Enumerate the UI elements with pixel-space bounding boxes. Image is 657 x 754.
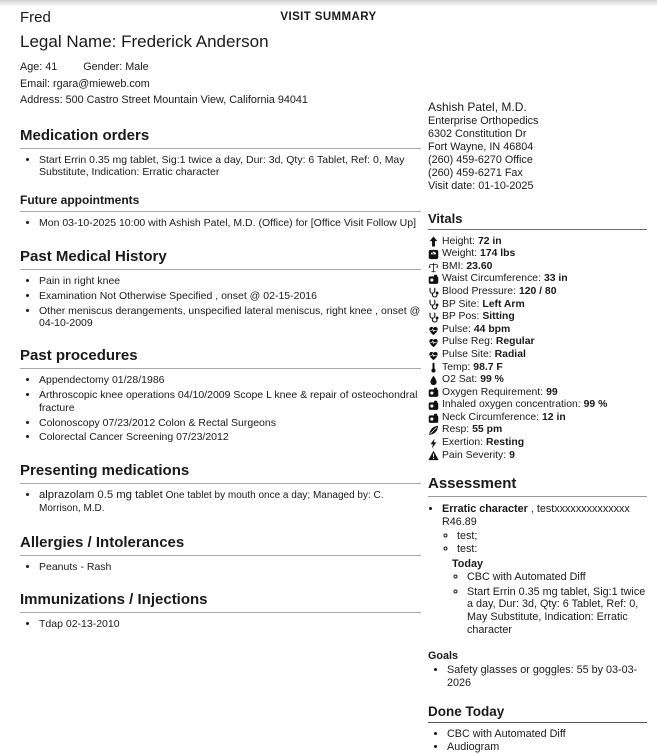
future-appointments-list (20, 217, 421, 229)
stethoscope-icon (428, 287, 439, 298)
heart-icon (428, 325, 439, 336)
vital-row (428, 336, 647, 349)
section-title-presenting-medications: Presenting medications (20, 462, 421, 484)
scale-icon (428, 249, 439, 260)
past-medical-history-list (20, 275, 421, 330)
vital-value: 98.7 F (473, 361, 503, 373)
section-title-goals: Goals (428, 650, 459, 663)
tape-measure-icon (428, 400, 439, 411)
past-procedures-list (20, 374, 421, 444)
section-past-medical-history (20, 248, 421, 330)
lungs-icon (428, 425, 439, 436)
patient-address: Address: 500 Castro Street Mountain View, California 94041 (20, 94, 308, 106)
vital-row (428, 362, 647, 375)
section-title-medication-orders: Medication orders (20, 127, 421, 149)
section-title-assessment: Assessment (428, 475, 647, 497)
vital-label: Pain Severity: (442, 449, 507, 461)
list-item: • Pain in right knee (39, 275, 421, 287)
tape-measure-icon (428, 413, 439, 424)
vital-value: 23.60 (466, 260, 493, 272)
vital-row (428, 248, 647, 261)
vital-value: Radial (494, 348, 526, 360)
done-today-item: • CBC with Automated Diff (447, 728, 647, 741)
patient-age-gender (20, 59, 421, 76)
list-item: • Examination Not Otherwise Specified , onset @ 02-15-2016 (39, 290, 421, 302)
vital-label: Waist Circumference: (442, 273, 541, 285)
vital-label: BP Site: (442, 298, 480, 310)
medication-item (39, 489, 421, 516)
section-done-today (428, 704, 647, 754)
droplet-icon (428, 375, 439, 386)
vital-label: Height: (442, 235, 475, 247)
list-item: • Colorectal Cancer Screening 07/23/2012 (39, 431, 421, 443)
vital-label: Pulse Reg: (442, 336, 493, 348)
heart-icon (428, 337, 439, 348)
section-title-future-appointments: Future appointments (20, 193, 421, 212)
right-column (428, 0, 647, 754)
arrow-up-icon (428, 236, 439, 247)
immunizations-list (20, 618, 421, 630)
section-goals (428, 650, 647, 689)
patient-header (20, 9, 421, 109)
section-title-immunizations: Immunizations / Injections (20, 591, 421, 613)
vital-row (428, 387, 647, 400)
assessment-sub-list (442, 530, 647, 555)
patient-legal-name: Legal Name: Frederick Anderson (20, 32, 269, 51)
vital-value: Sitting (482, 311, 515, 323)
vital-label: O2 Sat: (442, 374, 478, 386)
warning-icon (428, 450, 439, 461)
vital-row (428, 286, 647, 299)
allergies-list (20, 561, 421, 573)
stethoscope-icon (428, 299, 439, 310)
vital-row (428, 311, 647, 324)
today-item: ◦ Start Errin 0.35 mg tablet, Sig:1 twice a day, Dur: 3d, Qty: 6 Tablet, Ref: 0, May Substitute, Indication: Erratic character (467, 586, 647, 636)
vital-value: Resting (486, 437, 525, 449)
visit-date: Visit date: 01-10-2025 (428, 180, 534, 193)
provider-phone-office: (260) 459-6270 Office (428, 154, 533, 167)
section-title-done-today: Done Today (428, 704, 647, 723)
section-medication-orders (20, 127, 421, 179)
list-item: • Start Errin 0.35 mg tablet, Sig:1 twice a day, Dur: 3d, Qty: 6 Tablet, Ref: 0, May Substitute, Indication: Erratic character (39, 154, 421, 179)
vital-row (428, 399, 647, 412)
vital-row (428, 412, 647, 425)
vital-value: 55 pm (472, 424, 503, 436)
list-item: • Appendectomy 01/28/1986 (39, 374, 421, 386)
vital-row (428, 236, 647, 249)
assessment-sub-item: ◦ test; (457, 530, 647, 543)
vital-label: Oxygen Requirement: (442, 386, 544, 398)
medication-orders-list (20, 154, 421, 179)
today-list (452, 571, 647, 636)
done-today-item: • Audiogram (447, 741, 647, 754)
vital-value: 9 (509, 449, 515, 461)
patient-first-name: Fred (20, 9, 51, 26)
heart-icon (428, 350, 439, 361)
page-title: VISIT SUMMARY (280, 11, 377, 23)
patient-gender: Gender: Male (83, 61, 149, 73)
presenting-medications-list (20, 489, 421, 516)
vital-label: Resp: (442, 424, 470, 436)
vital-label: Inhaled oxygen concentration: (442, 399, 581, 411)
vital-label: Blood Pressure: (442, 285, 516, 297)
list-item: • Other meniscus derangements, unspecified lateral meniscus, right knee , onset @ 04-10-2009 (39, 305, 421, 330)
section-title-allergies: Allergies / Intolerances (20, 534, 421, 556)
section-immunizations (20, 591, 421, 630)
vital-row (428, 299, 647, 312)
assessment-item (442, 503, 647, 636)
provider-phone-fax: (260) 459-6271 Fax (428, 167, 523, 180)
section-assessment (428, 475, 647, 636)
provider-block (428, 99, 647, 194)
vital-row (428, 324, 647, 337)
vital-label: Pulse Site: (442, 348, 492, 360)
section-title-past-medical-history: Past Medical History (20, 248, 421, 270)
assessment-list (428, 503, 647, 636)
vital-row (428, 424, 647, 437)
diagnosis-name: Erratic character (442, 503, 528, 516)
provider-practice: Enterprise Orthopedics (428, 115, 539, 127)
list-item: • Tdap 02-13-2010 (39, 618, 421, 630)
today-item: ◦ CBC with Automated Diff (467, 571, 647, 584)
vital-value: 12 in (542, 411, 566, 423)
vital-value: 99 (546, 386, 558, 398)
section-title-past-procedures: Past procedures (20, 347, 421, 369)
list-item: • Peanuts - Rash (39, 561, 421, 573)
vital-row (428, 437, 647, 450)
vital-row (428, 450, 647, 463)
section-presenting-medications (20, 462, 421, 516)
left-column (20, 0, 421, 633)
stethoscope-icon (428, 312, 439, 323)
patient-age: Age: 41 (20, 61, 58, 73)
tape-measure-icon (428, 274, 439, 285)
patient-email: Email: rgara@mieweb.com (20, 77, 150, 90)
vital-value: Left Arm (482, 298, 525, 310)
list-item: • Colonoscopy 07/23/2012 Colon & Rectal Surgeons (39, 417, 421, 429)
goal-item: • Safety glasses or goggles: 55 by 03-03-2026 (447, 664, 647, 689)
vital-value: Regular (495, 336, 535, 348)
section-past-procedures (20, 347, 421, 444)
balance-icon (428, 262, 439, 273)
assessment-sub-item: ◦ test: (457, 543, 647, 556)
vital-row (428, 374, 647, 387)
diagnosis-code: , testxxxxxxxxxxxxxx R46.89 (442, 503, 630, 528)
vitals-list (428, 236, 647, 463)
vital-label: BP Pos: (442, 311, 480, 323)
vital-value: 33 in (543, 273, 568, 285)
vital-value: 120 / 80 (518, 285, 557, 297)
medication-sig: One tablet by mouth once a day; Managed by: C. Morrison, M.D. (39, 489, 384, 515)
section-future-appointments (20, 193, 421, 229)
list-item: • Arthroscopic knee operations 04/10/2009 Scope L knee & repair of osteochondral fracture (39, 389, 421, 414)
vital-label: Weight: (442, 248, 478, 260)
vital-label: Exertion: (442, 437, 484, 449)
vital-value: 44 bpm (473, 323, 511, 335)
vital-value: 174 lbs (480, 248, 516, 260)
thermometer-icon (428, 362, 439, 373)
bolt-icon (428, 438, 439, 449)
provider-street: 6302 Constitution Dr (428, 128, 527, 141)
section-vitals (428, 211, 647, 463)
provider-name: Ashish Patel, M.D. (428, 100, 527, 114)
list-item: • Mon 03-10-2025 10:00 with Ashish Patel, M.D. (Office) for [Office Visit Follow Up] (39, 217, 421, 229)
vital-label: BMI: (442, 260, 464, 272)
section-allergies (20, 534, 421, 573)
vital-value: 72 in (477, 235, 502, 247)
vital-label: Temp: (442, 361, 471, 373)
vital-row (428, 261, 647, 274)
vital-label: Pulse: (442, 323, 471, 335)
today-label: Today (452, 557, 483, 570)
vital-value: 99 % (583, 399, 608, 411)
medication-name: alprazolam 0.5 mg tablet (39, 488, 163, 501)
section-title-vitals: Vitals (428, 211, 647, 230)
vital-row (428, 273, 647, 286)
vital-value: 99 % (480, 374, 504, 386)
vital-row (428, 349, 647, 362)
done-today-list (428, 728, 647, 754)
vital-label: Neck Circumference: (442, 411, 540, 423)
provider-city: Fort Wayne, IN 46804 (428, 141, 534, 154)
tape-measure-icon (428, 387, 439, 398)
goals-list (428, 664, 647, 689)
